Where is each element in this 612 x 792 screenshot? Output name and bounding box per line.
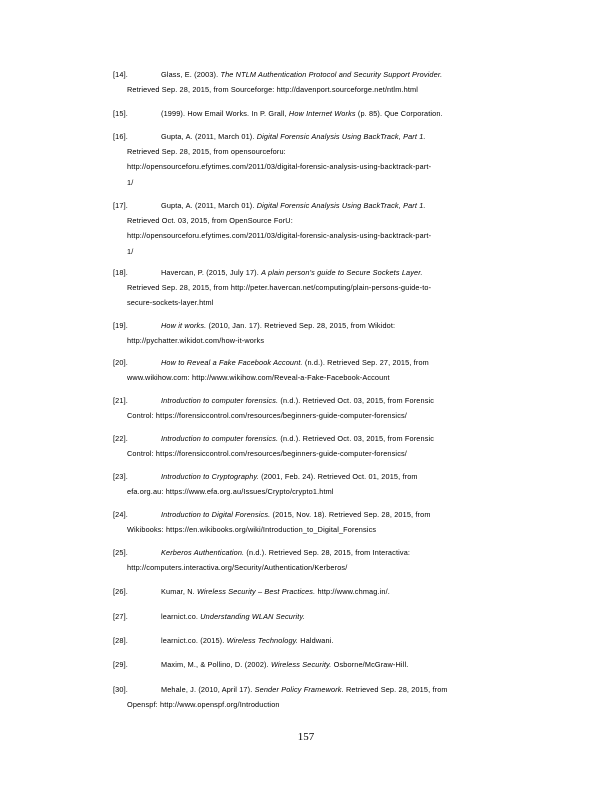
page-number: 157	[297, 731, 315, 743]
reference-entry: [19]. How it works. (2010, Jan. 17). Retrieved Sep. 28, 2015, from Wikidot: http://pychatter.wikidot.com/how-it-works	[113, 318, 523, 348]
reference-entry: [26]. Kumar, N. Wireless Security – Best Practices. http://www.chmag.in/.	[113, 584, 523, 599]
reference-entry: [15]. (1999). How Email Works. In P. Grall, How Internet Works (p. 85). Que Corporation.	[113, 106, 523, 121]
reference-entry: [18]. Havercan, P. (2015, July 17). A plain person's guide to Secure Sockets Layer. Retrieved Sep. 28, 2015, from http://peter.havercan.net/computing/plain-persons-guide-to- secure-sockets-layer.html	[113, 265, 523, 311]
reference-number: [30].	[113, 685, 128, 694]
reference-number: [14].	[113, 70, 128, 79]
reference-entry: [24]. Introduction to Digital Forensics. (2015, Nov. 18). Retrieved Sep. 28, 2015, from Wikibooks: https://en.wikibooks.org/wiki/Introduction_to_Digital_Forensics	[113, 507, 523, 537]
reference-number: [15].	[113, 109, 128, 118]
reference-entry: [28]. learnict.co. (2015). Wireless Technology. Haldwani.	[113, 633, 523, 648]
reference-entry: [29]. Maxim, M., & Pollino, D. (2002). Wireless Security. Osborne/McGraw-Hill.	[113, 657, 523, 672]
reference-entry: [14]. Glass, E. (2003). The NTLM Authentication Protocol and Security Support Provider. Retrieved Sep. 28, 2015, from Sourceforge: http://davenport.sourceforge.net/ntlm.html	[113, 67, 523, 97]
reference-number: [16].	[113, 132, 128, 141]
reference-number: [18].	[113, 268, 128, 277]
reference-entry: [23]. Introduction to Cryptography. (2001, Feb. 24). Retrieved Oct. 01, 2015, from efa.org.au: https://www.efa.org.au/Issues/Crypto/crypto1.html	[113, 469, 523, 499]
reference-number: [26].	[113, 587, 128, 596]
reference-entry: [21]. Introduction to computer forensics. (n.d.). Retrieved Oct. 03, 2015, from Forensic Control: https://forensiccontrol.com/resources/beginners-guide-computer-forensics/	[113, 393, 523, 423]
reference-entry: [25]. Kerberos Authentication. (n.d.). Retrieved Sep. 28, 2015, from Interactiva: http://computers.interactiva.org/Security/Authentication/Kerberos/	[113, 545, 523, 575]
reference-number: [23].	[113, 472, 128, 481]
reference-entry: [20]. How to Reveal a Fake Facebook Account. (n.d.). Retrieved Sep. 27, 2015, from www.wikihow.com: http://www.wikihow.com/Reveal-a-Fake-Facebook-Account	[113, 355, 523, 385]
reference-entry: [16]. Gupta, A. (2011, March 01). Digital Forensic Analysis Using BackTrack, Part 1. Retrieved Sep. 28, 2015, from opensourceforu: http://opensourceforu.efytimes.com/2011/03/digital-forensic-analysis-using-backtrack-part- 1/	[113, 129, 523, 190]
reference-number: [20].	[113, 358, 128, 367]
reference-entry: [30]. Mehale, J. (2010, April 17). Sender Policy Framework. Retrieved Sep. 28, 2015, from Openspf: http://www.openspf.org/Introduction	[113, 682, 523, 712]
reference-number: [28].	[113, 636, 128, 645]
reference-entry: [27]. learnict.co. Understanding WLAN Security.	[113, 609, 523, 624]
reference-number: [22].	[113, 434, 128, 443]
reference-number: [17].	[113, 201, 128, 210]
reference-number: [19].	[113, 321, 128, 330]
reference-number: [29].	[113, 660, 128, 669]
reference-number: [24].	[113, 510, 128, 519]
reference-number: [27].	[113, 612, 128, 621]
reference-entry: [22]. Introduction to computer forensics. (n.d.). Retrieved Oct. 03, 2015, from Forensic Control: https://forensiccontrol.com/resources/beginners-guide-computer-forensics/	[113, 431, 523, 461]
reference-number: [21].	[113, 396, 128, 405]
reference-entry: [17]. Gupta, A. (2011, March 01). Digital Forensic Analysis Using BackTrack, Part 1. Retrieved Oct. 03, 2015, from OpenSource ForU: http://opensourceforu.efytimes.com/2011/03/digital-forensic-analysis-using-backtrack-part- 1/	[113, 198, 523, 259]
reference-number: [25].	[113, 548, 128, 557]
